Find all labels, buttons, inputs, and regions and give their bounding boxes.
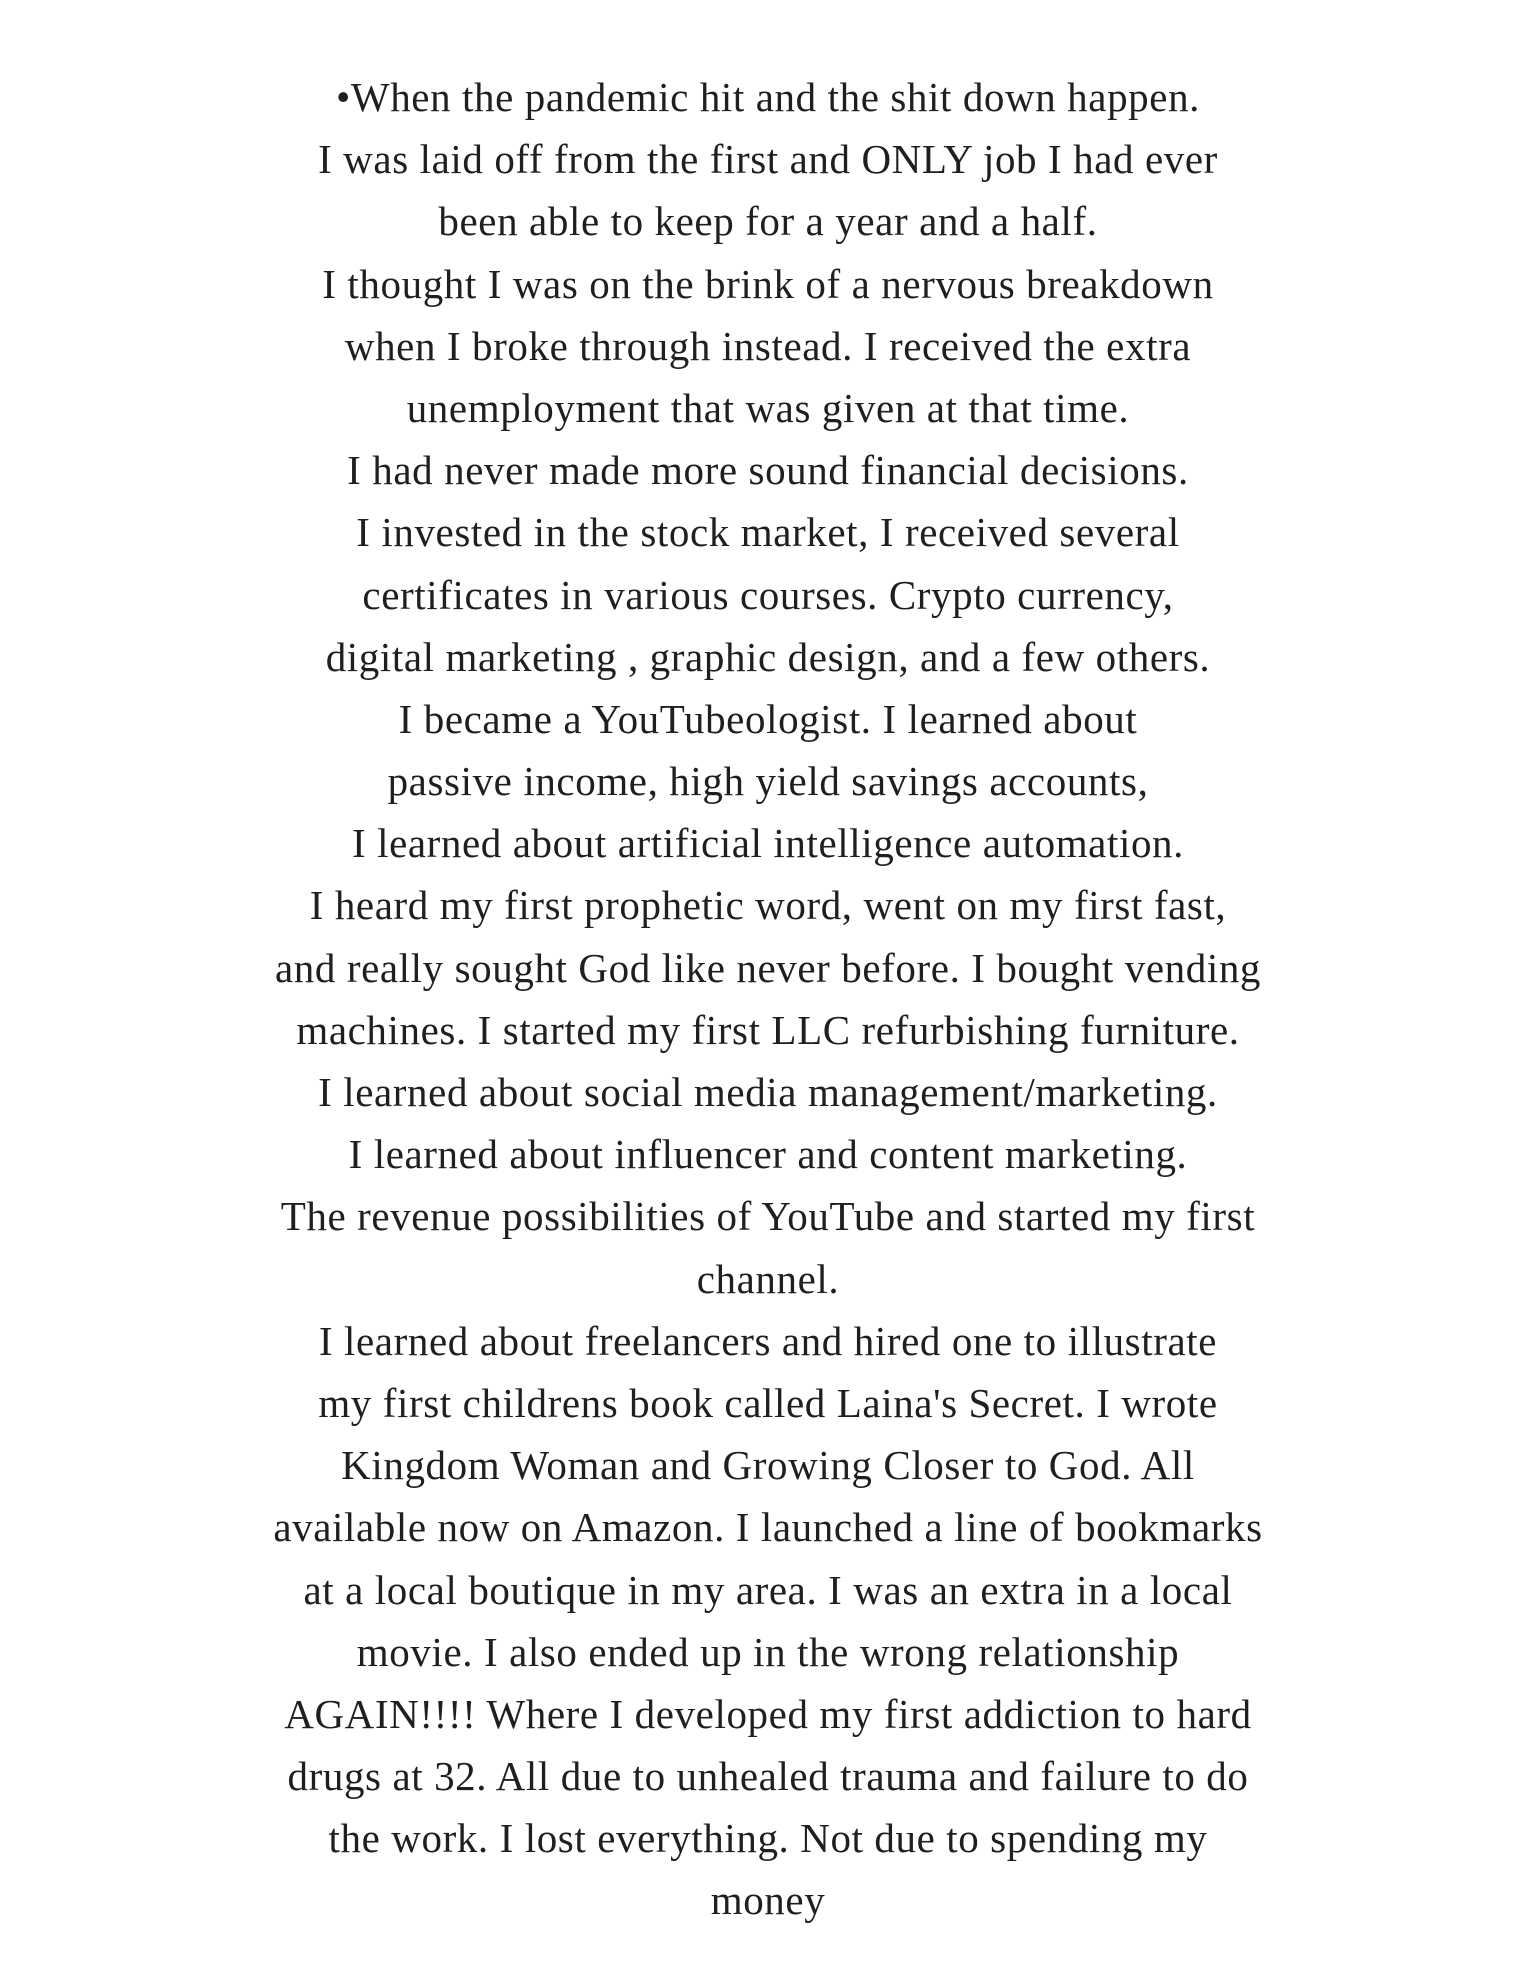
text-line: I became a YouTubeologist. I learned about	[398, 695, 1138, 742]
text-line: been able to keep for a year and a half.	[438, 198, 1098, 245]
text-line: money	[710, 1877, 826, 1924]
text-line: and really sought God like never before. I bought vending	[274, 944, 1262, 991]
text-line: I learned about social media management/marketing.	[318, 1069, 1218, 1115]
text-line: available now on Amazon. I launched a line of bookmarks	[273, 1504, 1263, 1551]
text-line: when I broke through instead. I received the extra	[344, 322, 1192, 369]
text-line: the work. I lost everything. Not due to spending my	[328, 1815, 1208, 1862]
text-line: Kingdom Woman and Growing Closer to God. All	[341, 1442, 1195, 1489]
text-line: at a local boutique in my area. I was an extra in a local	[303, 1566, 1233, 1613]
text-line: movie. I also ended up in the wrong relationship	[356, 1628, 1180, 1675]
text-line: I invested in the stock market, I received several	[356, 509, 1180, 556]
text-line: unemployment that was given at that time.	[406, 384, 1130, 431]
text-line: drugs at 32. All due to unhealed trauma and failure to do	[287, 1753, 1249, 1800]
text-line: I had never made more sound financial decisions.	[347, 447, 1189, 494]
text-line: •When the pandemic hit and the shit down happen.	[335, 74, 1201, 120]
text-line: I heard my first prophetic word, went on my first fast,	[309, 882, 1227, 929]
text-line: channel.	[696, 1255, 840, 1302]
text-line: passive income, high yield savings accounts,	[387, 758, 1149, 805]
text-line: I learned about artificial intelligence automation.	[351, 820, 1185, 867]
text-line: machines. I started my first LLC refurbishing furniture.	[296, 1006, 1240, 1053]
text-line: certificates in various courses. Crypto currency,	[362, 571, 1174, 618]
text-line: I learned about influencer and content marketing.	[348, 1131, 1188, 1178]
text-line: The revenue possibilities of YouTube and started my first	[280, 1193, 1256, 1240]
text-line: my first childrens book called Laina's Secret. I wrote	[318, 1379, 1218, 1426]
text-line: digital marketing , graphic design, and a few others.	[325, 633, 1211, 680]
text-line: I was laid off from the first and ONLY job I had ever	[318, 136, 1218, 183]
text-line: AGAIN!!!! Where I developed my first addiction to hard	[284, 1690, 1252, 1737]
text-line: I thought I was on the brink of a nervous breakdown	[322, 260, 1214, 307]
text-line: I learned about freelancers and hired one to illustrate	[318, 1317, 1218, 1364]
